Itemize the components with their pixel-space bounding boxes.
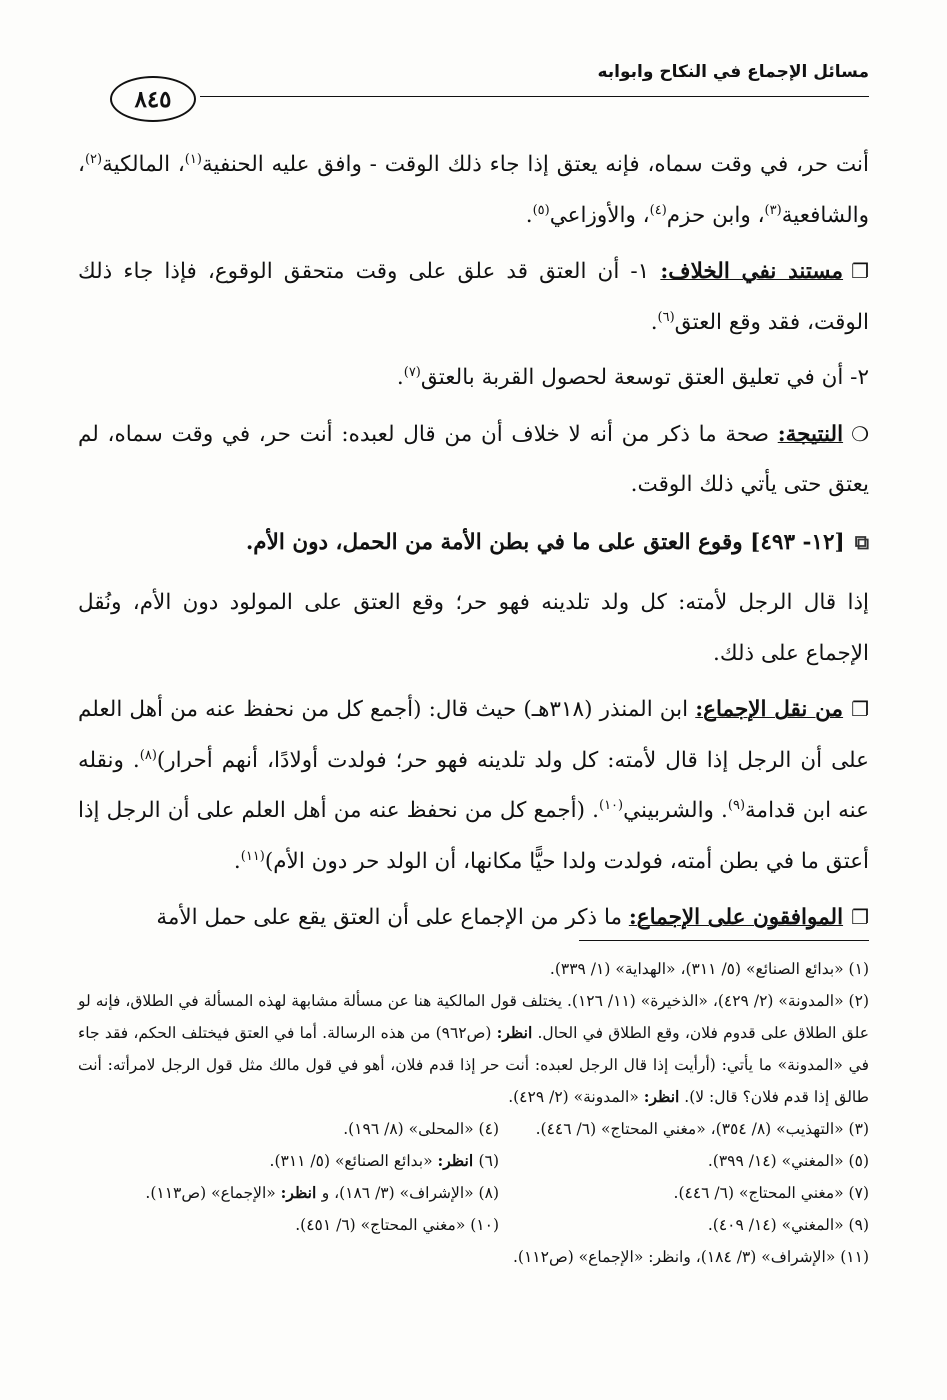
footnote-11: (١١) «الإشراف» (٣/ ١٨٤)، وانظر: «الإجماع» (ص١١٢). bbox=[513, 1248, 869, 1266]
paragraph-basis: ❐مستند نفي الخلاف: ١- أن العتق قد علق على وقت متحقق الوقوع، فإذا جاء ذلك الوقت، فقد وقع العتق$^{(٦)}$. bbox=[78, 246, 869, 348]
section-lead: الموافقون على الإجماع: bbox=[628, 905, 844, 930]
paragraph-result: ❍النتيجة: صحة ما ذكر من أنه لا خلاف أن من قال لعبده: أنت حر، في وقت سماه، لم يعتق حتى يأتي ذلك الوقت. bbox=[78, 409, 869, 511]
page-number-badge: ٨٤٥ bbox=[110, 76, 196, 122]
footnote-3: (٣) «التهذيب» (٨/ ٣٥٤)، «مغني المحتاج» (٦/ ٤٤٦). bbox=[535, 1120, 869, 1138]
footnote-ref-8[interactable]: (٨) bbox=[139, 747, 157, 763]
circle-bullet-icon: ❍ bbox=[851, 421, 869, 446]
paragraph-issue: إذا قال الرجل لأمته: كل ولد تلدينه فهو حر؛ وقع العتق على المولود دون الأم، ونُقل الإجماع على ذلك. bbox=[78, 590, 869, 666]
stacked-pages-icon: ⧉ bbox=[854, 529, 869, 554]
square-bullet-icon: ❐ bbox=[851, 697, 869, 721]
footnote-ref-10[interactable]: (١٠) bbox=[598, 797, 624, 813]
section-lead: من نقل الإجماع: bbox=[695, 697, 844, 722]
footnote-9: (٩) «المغني» (١٤/ ٤٠٩). bbox=[707, 1216, 869, 1234]
paragraph-transmitters: ❐من نقل الإجماع: ابن المنذر (٣١٨هـ) حيث قال: (أجمع كل من نحفظ عنه من أهل العلم على أن الرجل إذا قال لأمته: كل ولد تلدينه فهو حر؛ فولدت أولادًا، أنهم أحرار)$^{(٨)}$. ونقله عنه ابن قدامة$^{(٩)}$. والشربيني$^{(١٠)}$. (أجمع كل من نحفظ عنه من أهل العلم على أن الرجل إذا أعتق ما في بطن أمته، فولدت ولدا حيًّا مكانها، أن الولد حر دون الأم)$^{(١١)}$. bbox=[78, 684, 869, 887]
main-text bbox=[78, 140, 869, 949]
footnote-row-7-8 bbox=[78, 1177, 869, 1209]
footnote-ref-1[interactable]: (١) bbox=[184, 151, 202, 167]
footnote-10: (١٠) «مغني المحتاج» (٦/ ٤٥١). bbox=[295, 1216, 499, 1234]
footnote-ref-4[interactable]: (٤) bbox=[649, 202, 667, 218]
footnote-2: (٢) «المدونة» (٢/ ٤٢٩)، «الذخيرة» (١١/ ١٢٦). يختلف قول المالكية هنا عن مسألة مشابهة لهذه المسألة في الطلاق، فإنه لو علق الطلاق على قدوم فلان، وقع الطلاق في الحال. انظر: (ص٩٦٢) من هذه الرسالة. أما في العتق فيختلف الحكم، فقد جاء في «المدونة» ما يأتي: (أرأيت إذا قال الرجل لعبده: أنت حر إذا قدم فلان، أهو في قول مالك مثل قول الرجل لامرأته: أنت طالق إذا قدم فلان؟ قال: لا). انظر: «المدونة» (٢/ ٤٢٩). bbox=[78, 992, 869, 1106]
footnote-4: (٤) «المحلى» (٨/ ١٩٦). bbox=[343, 1120, 499, 1138]
footnote-row-9-10 bbox=[78, 1209, 869, 1241]
issue-heading: ⧉[١٢- ٤٩٣] وقوع العتق على ما في بطن الأمة من الحمل، دون الأم. bbox=[245, 529, 869, 555]
paragraph-1: أنت حر، في وقت سماه، فإنه يعتق إذا جاء ذلك الوقت - وافق عليه الحنفية$^{(١)}$، المالكية$^{(٢)}$، والشافعية$^{(٣)}$، وابن حزم$^{(٤)}$، والأوزاعي$^{(٥)}$. bbox=[78, 151, 870, 228]
footnote-ref-6[interactable]: (٦) bbox=[657, 309, 675, 325]
footnote-rule bbox=[579, 940, 869, 941]
square-bullet-icon: ❐ bbox=[851, 259, 869, 283]
footnote-ref-9[interactable]: (٩) bbox=[727, 797, 746, 813]
footnote-ref-7[interactable]: (٧) bbox=[403, 364, 421, 380]
footnote-ref-5[interactable]: (٥) bbox=[532, 202, 550, 218]
footnote-ref-2[interactable]: (٢) bbox=[84, 151, 103, 167]
footnote-row-5-6 bbox=[78, 1145, 869, 1177]
section-lead: النتيجة: bbox=[777, 421, 844, 447]
footnote-5: (٥) «المغني» (١٤/ ٣٩٩). bbox=[707, 1152, 869, 1170]
footnote-ref-11[interactable]: (١١) bbox=[240, 848, 265, 864]
page-header bbox=[110, 62, 869, 102]
running-title: مسائل الإجماع في النكاح وابوابه bbox=[597, 62, 869, 82]
header-rule bbox=[200, 96, 869, 97]
footnote-ref-3[interactable]: (٣) bbox=[764, 202, 782, 218]
footnote-row-3-4 bbox=[78, 1113, 869, 1145]
paragraph-agreeing: ❐الموافقون على الإجماع: ما ذكر من الإجماع على أن العتق يقع على حمل الأمة bbox=[78, 892, 869, 944]
footnote-8: (٨) «الإشراف» (٣/ ١٨٦)، و انظر: «الإجماع» (ص١١٣). bbox=[145, 1183, 499, 1202]
paragraph-basis-2: ٢- أن في تعليق العتق توسعة لحصول القربة بالعتق$^{(٧)}$. bbox=[396, 364, 869, 390]
square-bullet-icon: ❐ bbox=[851, 905, 869, 929]
section-lead: مستند نفي الخلاف: bbox=[660, 259, 844, 284]
footnote-7: (٧) «مغني المحتاج» (٦/ ٤٤٦). bbox=[673, 1184, 869, 1202]
footnotes bbox=[78, 953, 869, 1273]
footnote-6: (٦) انظر: «بدائع الصنائع» (٥/ ٣١١). bbox=[269, 1151, 499, 1170]
footnote-1: (١) «بدائع الصنائع» (٥/ ٣١١)، «الهداية» (١/ ٣٣٩). bbox=[549, 960, 869, 978]
